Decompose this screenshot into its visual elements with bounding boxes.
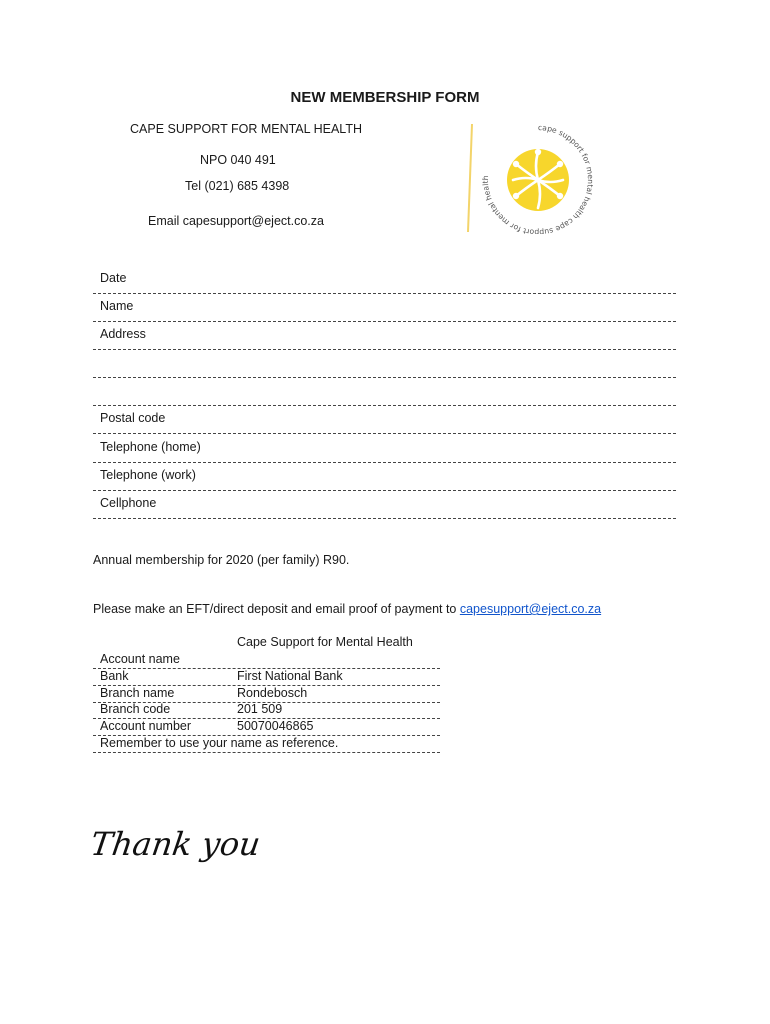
address-line-2[interactable] (93, 349, 676, 378)
account-number-label: Account number (100, 719, 192, 733)
date-field[interactable]: Date (93, 265, 676, 294)
org-name: CAPE SUPPORT FOR MENTAL HEALTH (130, 122, 362, 136)
address-line-3[interactable] (93, 377, 676, 406)
name-field[interactable]: Name (93, 293, 676, 322)
bank-account-holder: Cape Support for Mental Health (237, 635, 413, 649)
thank-you-text: Thank you (88, 825, 263, 863)
page-title: NEW MEMBERSHIP FORM (290, 89, 480, 106)
payment-instruction (93, 602, 601, 616)
postal-code-field[interactable]: Postal code (93, 405, 676, 434)
account-number-value: 50070046865 (237, 719, 314, 733)
table-row (93, 701, 440, 719)
branch-code-value: 201 509 (237, 702, 283, 716)
org-telephone: Tel (021) 685 4398 (185, 179, 290, 193)
payment-instruction-text: Please make an EFT/direct deposit and email proof of payment to (93, 602, 460, 616)
payment-email-link[interactable]: capesupport@eject.co.za (459, 602, 602, 616)
branch-code-label: Branch code (100, 702, 171, 716)
thank-you-signature (88, 815, 263, 875)
membership-fee-text: Annual membership for 2020 (per family) R90. (93, 553, 350, 567)
cellphone-field[interactable]: Cellphone (93, 490, 676, 519)
telephone-home-field[interactable]: Telephone (home) (93, 434, 676, 463)
address-field[interactable]: Address (93, 321, 676, 350)
table-row (93, 718, 440, 736)
table-row (93, 735, 440, 753)
logo-ring-text: cape support for mental health cape support for mental health (480, 122, 595, 234)
branch-name-label: Branch name (100, 686, 175, 700)
branch-name-value: Rondebosch (237, 686, 308, 700)
org-email: Email capesupport@eject.co.za (148, 214, 324, 228)
table-row (93, 651, 440, 669)
org-npo: NPO 040 491 (200, 153, 276, 167)
account-name-label: Account name (100, 652, 180, 666)
table-row (93, 668, 440, 686)
table-row (93, 685, 440, 703)
organization-logo (466, 122, 596, 234)
bank-label: Bank (100, 669, 129, 683)
telephone-work-field[interactable]: Telephone (work) (93, 462, 676, 491)
reference-note: Remember to use your name as reference. (100, 736, 339, 750)
bank-value: First National Bank (237, 669, 343, 683)
